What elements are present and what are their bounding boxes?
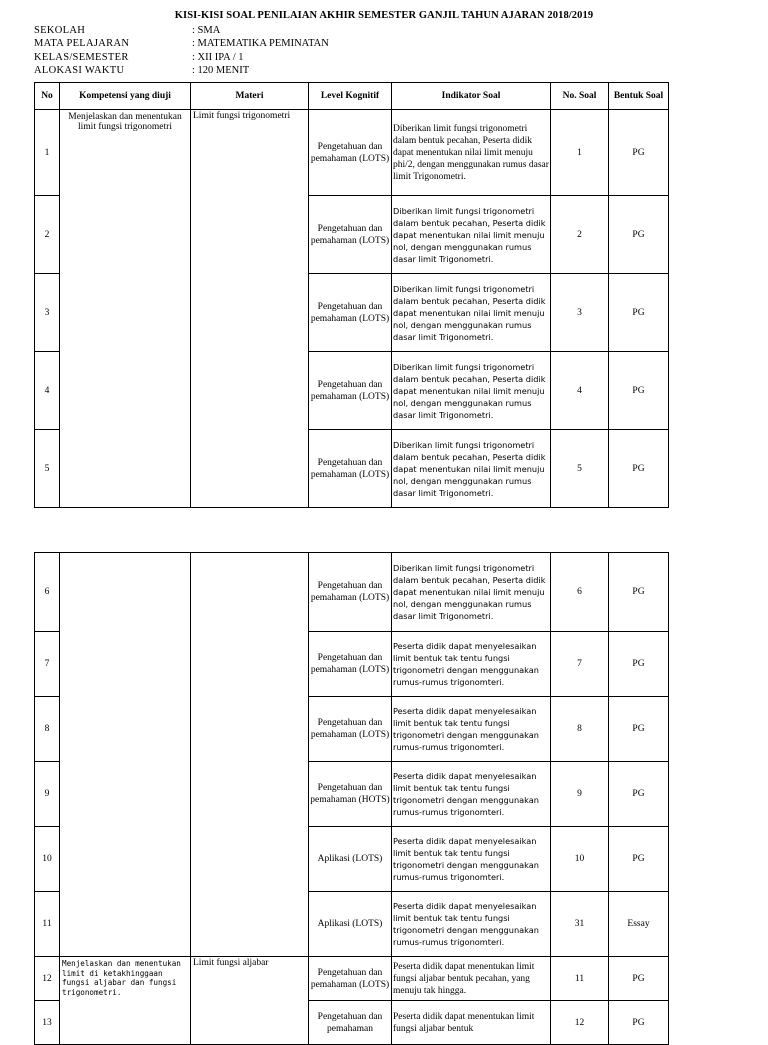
indicator-cell: Peserta didik dapat menyelesaikan limit bentuk tak tentu fungsi trigonometri dengan menggunakan rumus-rumus trigonomteri. bbox=[392, 632, 551, 697]
indicator-cell: Peserta didik dapat menyelesaikan limit bentuk tak tentu fungsi trigonometri dengan menggunakan rumus-rumus trigonomteri. bbox=[392, 827, 551, 892]
info-value: : MATEMATIKA PEMINATAN bbox=[192, 38, 329, 50]
question-type-cell: PG bbox=[609, 827, 669, 892]
competency-cell: Menjelaskan dan menentukan limit fungsi trigonometri bbox=[60, 110, 191, 508]
header-question-type: Bentuk Soal bbox=[609, 83, 669, 110]
question-number-cell: 31 bbox=[551, 892, 609, 957]
level-cell: Pengetahuan dan pemahaman (LOTS) bbox=[309, 957, 392, 1001]
row-number: 1 bbox=[35, 110, 60, 196]
header-no: No bbox=[35, 83, 60, 110]
table-row bbox=[35, 553, 669, 632]
competency-cell bbox=[60, 553, 191, 957]
indicator-cell: Diberikan limit fungsi trigonometri dalam bentuk pecahan, Peserta didik dapat menentukan nilai limit menuju nol, dengan menggunakan rumus dasar limit Trigonometri. bbox=[392, 274, 551, 352]
info-label: KELAS/SEMESTER bbox=[34, 51, 129, 63]
indicator-cell: Diberikan limit fungsi trigonometri dalam bentuk pecahan, Peserta didik dapat menentukan nilai limit menuju nol, dengan menggunakan rumus dasar limit Trigonometri. bbox=[392, 196, 551, 274]
row-number: 6 bbox=[35, 553, 60, 632]
header-indicator: Indikator Soal bbox=[392, 83, 551, 110]
row-number: 11 bbox=[35, 892, 60, 957]
header-material: Materi bbox=[191, 83, 309, 110]
level-cell: Pengetahuan dan pemahaman (LOTS) bbox=[309, 274, 392, 352]
question-number-cell: 10 bbox=[551, 827, 609, 892]
indicator-cell: Peserta didik dapat menyelesaikan limit bentuk tak tentu fungsi trigonometri dengan menggunakan rumus-rumus trigonomteri. bbox=[392, 697, 551, 762]
question-type-cell: PG bbox=[609, 553, 669, 632]
row-number: 9 bbox=[35, 762, 60, 827]
grid-table-page-1 bbox=[34, 82, 669, 508]
question-number-cell: 5 bbox=[551, 430, 609, 508]
row-number: 4 bbox=[35, 352, 60, 430]
info-value: : 120 MENIT bbox=[192, 64, 250, 76]
indicator-cell: Peserta didik dapat menyelesaikan limit bentuk tak tentu fungsi trigonometri dengan menggunakan rumus-rumus trigonomteri. bbox=[392, 892, 551, 957]
indicator-cell: Diberikan limit fungsi trigonometri dalam bentuk pecahan, Peserta didik dapat menentukan nilai limit menuju nol, dengan menggunakan rumus dasar limit Trigonometri. bbox=[392, 352, 551, 430]
row-number: 2 bbox=[35, 196, 60, 274]
grid-table-page-2 bbox=[34, 552, 669, 1045]
info-row-time bbox=[34, 64, 329, 77]
level-cell: Pengetahuan dan pemahaman (LOTS) bbox=[309, 110, 392, 196]
level-cell: Pengetahuan dan pemahaman (LOTS) bbox=[309, 697, 392, 762]
question-type-cell: PG bbox=[609, 632, 669, 697]
row-number: 12 bbox=[35, 957, 60, 1001]
question-type-cell: PG bbox=[609, 430, 669, 508]
header-question-number: No. Soal bbox=[551, 83, 609, 110]
question-type-cell: PG bbox=[609, 274, 669, 352]
table-header-row bbox=[35, 83, 669, 110]
question-number-cell: 7 bbox=[551, 632, 609, 697]
material-cell bbox=[191, 553, 309, 957]
indicator-cell: Diberikan limit fungsi trigonometri dalam bentuk pecahan, Peserta didik dapat menentukan nilai limit menuju phi/2, dengan menggunakan rumus dasar limit Trigonometri. bbox=[392, 110, 551, 196]
question-number-cell: 4 bbox=[551, 352, 609, 430]
question-type-cell: PG bbox=[609, 697, 669, 762]
header-level: Level Kognitif bbox=[309, 83, 392, 110]
material-cell: Limit fungsi aljabar bbox=[191, 957, 309, 1045]
document-title: KISI-KISI SOAL PENILAIAN AKHIR SEMESTER GANJIL TAHUN AJARAN 2018/2019 bbox=[174, 10, 594, 21]
question-type-cell: PG bbox=[609, 110, 669, 196]
level-cell: Pengetahuan dan pemahaman (LOTS) bbox=[309, 430, 392, 508]
material-cell: Limit fungsi trigonometri bbox=[191, 110, 309, 508]
level-cell: Pengetahuan dan pemahaman (LOTS) bbox=[309, 196, 392, 274]
question-type-cell: PG bbox=[609, 762, 669, 827]
row-number: 8 bbox=[35, 697, 60, 762]
row-number: 13 bbox=[35, 1001, 60, 1045]
indicator-cell: Peserta didik dapat menentukan limit fungsi aljabar bentuk bbox=[392, 1001, 551, 1045]
info-value: : SMA bbox=[192, 25, 221, 36]
info-row-school bbox=[34, 24, 329, 37]
level-cell: Pengetahuan dan pemahaman (LOTS) bbox=[309, 553, 392, 632]
question-number-cell: 3 bbox=[551, 274, 609, 352]
level-cell: Pengetahuan dan pemahaman (LOTS) bbox=[309, 632, 392, 697]
document-info bbox=[34, 24, 329, 77]
question-number-cell: 12 bbox=[551, 1001, 609, 1045]
level-cell: Pengetahuan dan pemahaman (HOTS) bbox=[309, 762, 392, 827]
competency-cell: Menjelaskan dan menentukan limit di ketakhinggaan fungsi aljabar dan fungsi trigonometri. bbox=[60, 957, 191, 1045]
table-row bbox=[35, 957, 669, 1001]
indicator-cell: Peserta didik dapat menyelesaikan limit bentuk tak tentu fungsi trigonometri dengan menggunakan rumus-rumus trigonomteri. bbox=[392, 762, 551, 827]
level-cell: Pengetahuan dan pemahaman bbox=[309, 1001, 392, 1045]
row-number: 10 bbox=[35, 827, 60, 892]
row-number: 5 bbox=[35, 430, 60, 508]
question-type-cell: PG bbox=[609, 1001, 669, 1045]
header-competency: Kompetensi yang diuji bbox=[60, 83, 191, 110]
question-type-cell: Essay bbox=[609, 892, 669, 957]
indicator-cell: Diberikan limit fungsi trigonometri dalam bentuk pecahan, Peserta didik dapat menentukan nilai limit menuju nol, dengan menggunakan rumus dasar limit Trigonometri. bbox=[392, 553, 551, 632]
question-number-cell: 11 bbox=[551, 957, 609, 1001]
table-row bbox=[35, 110, 669, 196]
info-row-subject bbox=[34, 37, 329, 50]
level-cell: Aplikasi (LOTS) bbox=[309, 827, 392, 892]
question-number-cell: 1 bbox=[551, 110, 609, 196]
indicator-cell: Peserta didik dapat menentukan limit fungsi aljabar bentuk pecahan, yang menuju tak hingga. bbox=[392, 957, 551, 1001]
question-number-cell: 8 bbox=[551, 697, 609, 762]
info-value: : XII IPA / 1 bbox=[192, 51, 244, 63]
question-type-cell: PG bbox=[609, 957, 669, 1001]
question-number-cell: 9 bbox=[551, 762, 609, 827]
row-number: 3 bbox=[35, 274, 60, 352]
question-type-cell: PG bbox=[609, 352, 669, 430]
indicator-cell: Diberikan limit fungsi trigonometri dalam bentuk pecahan, Peserta didik dapat menentukan nilai limit menuju nol, dengan menggunakan rumus dasar limit Trigonometri. bbox=[392, 430, 551, 508]
info-label: SEKOLAH bbox=[34, 25, 86, 36]
level-cell: Pengetahuan dan pemahaman (LOTS) bbox=[309, 352, 392, 430]
level-cell: Aplikasi (LOTS) bbox=[309, 892, 392, 957]
info-row-class bbox=[34, 51, 329, 64]
info-label: MATA PELAJARAN bbox=[34, 38, 130, 50]
question-type-cell: PG bbox=[609, 196, 669, 274]
row-number: 7 bbox=[35, 632, 60, 697]
question-number-cell: 2 bbox=[551, 196, 609, 274]
question-number-cell: 6 bbox=[551, 553, 609, 632]
info-label: ALOKASI WAKTU bbox=[34, 64, 125, 76]
